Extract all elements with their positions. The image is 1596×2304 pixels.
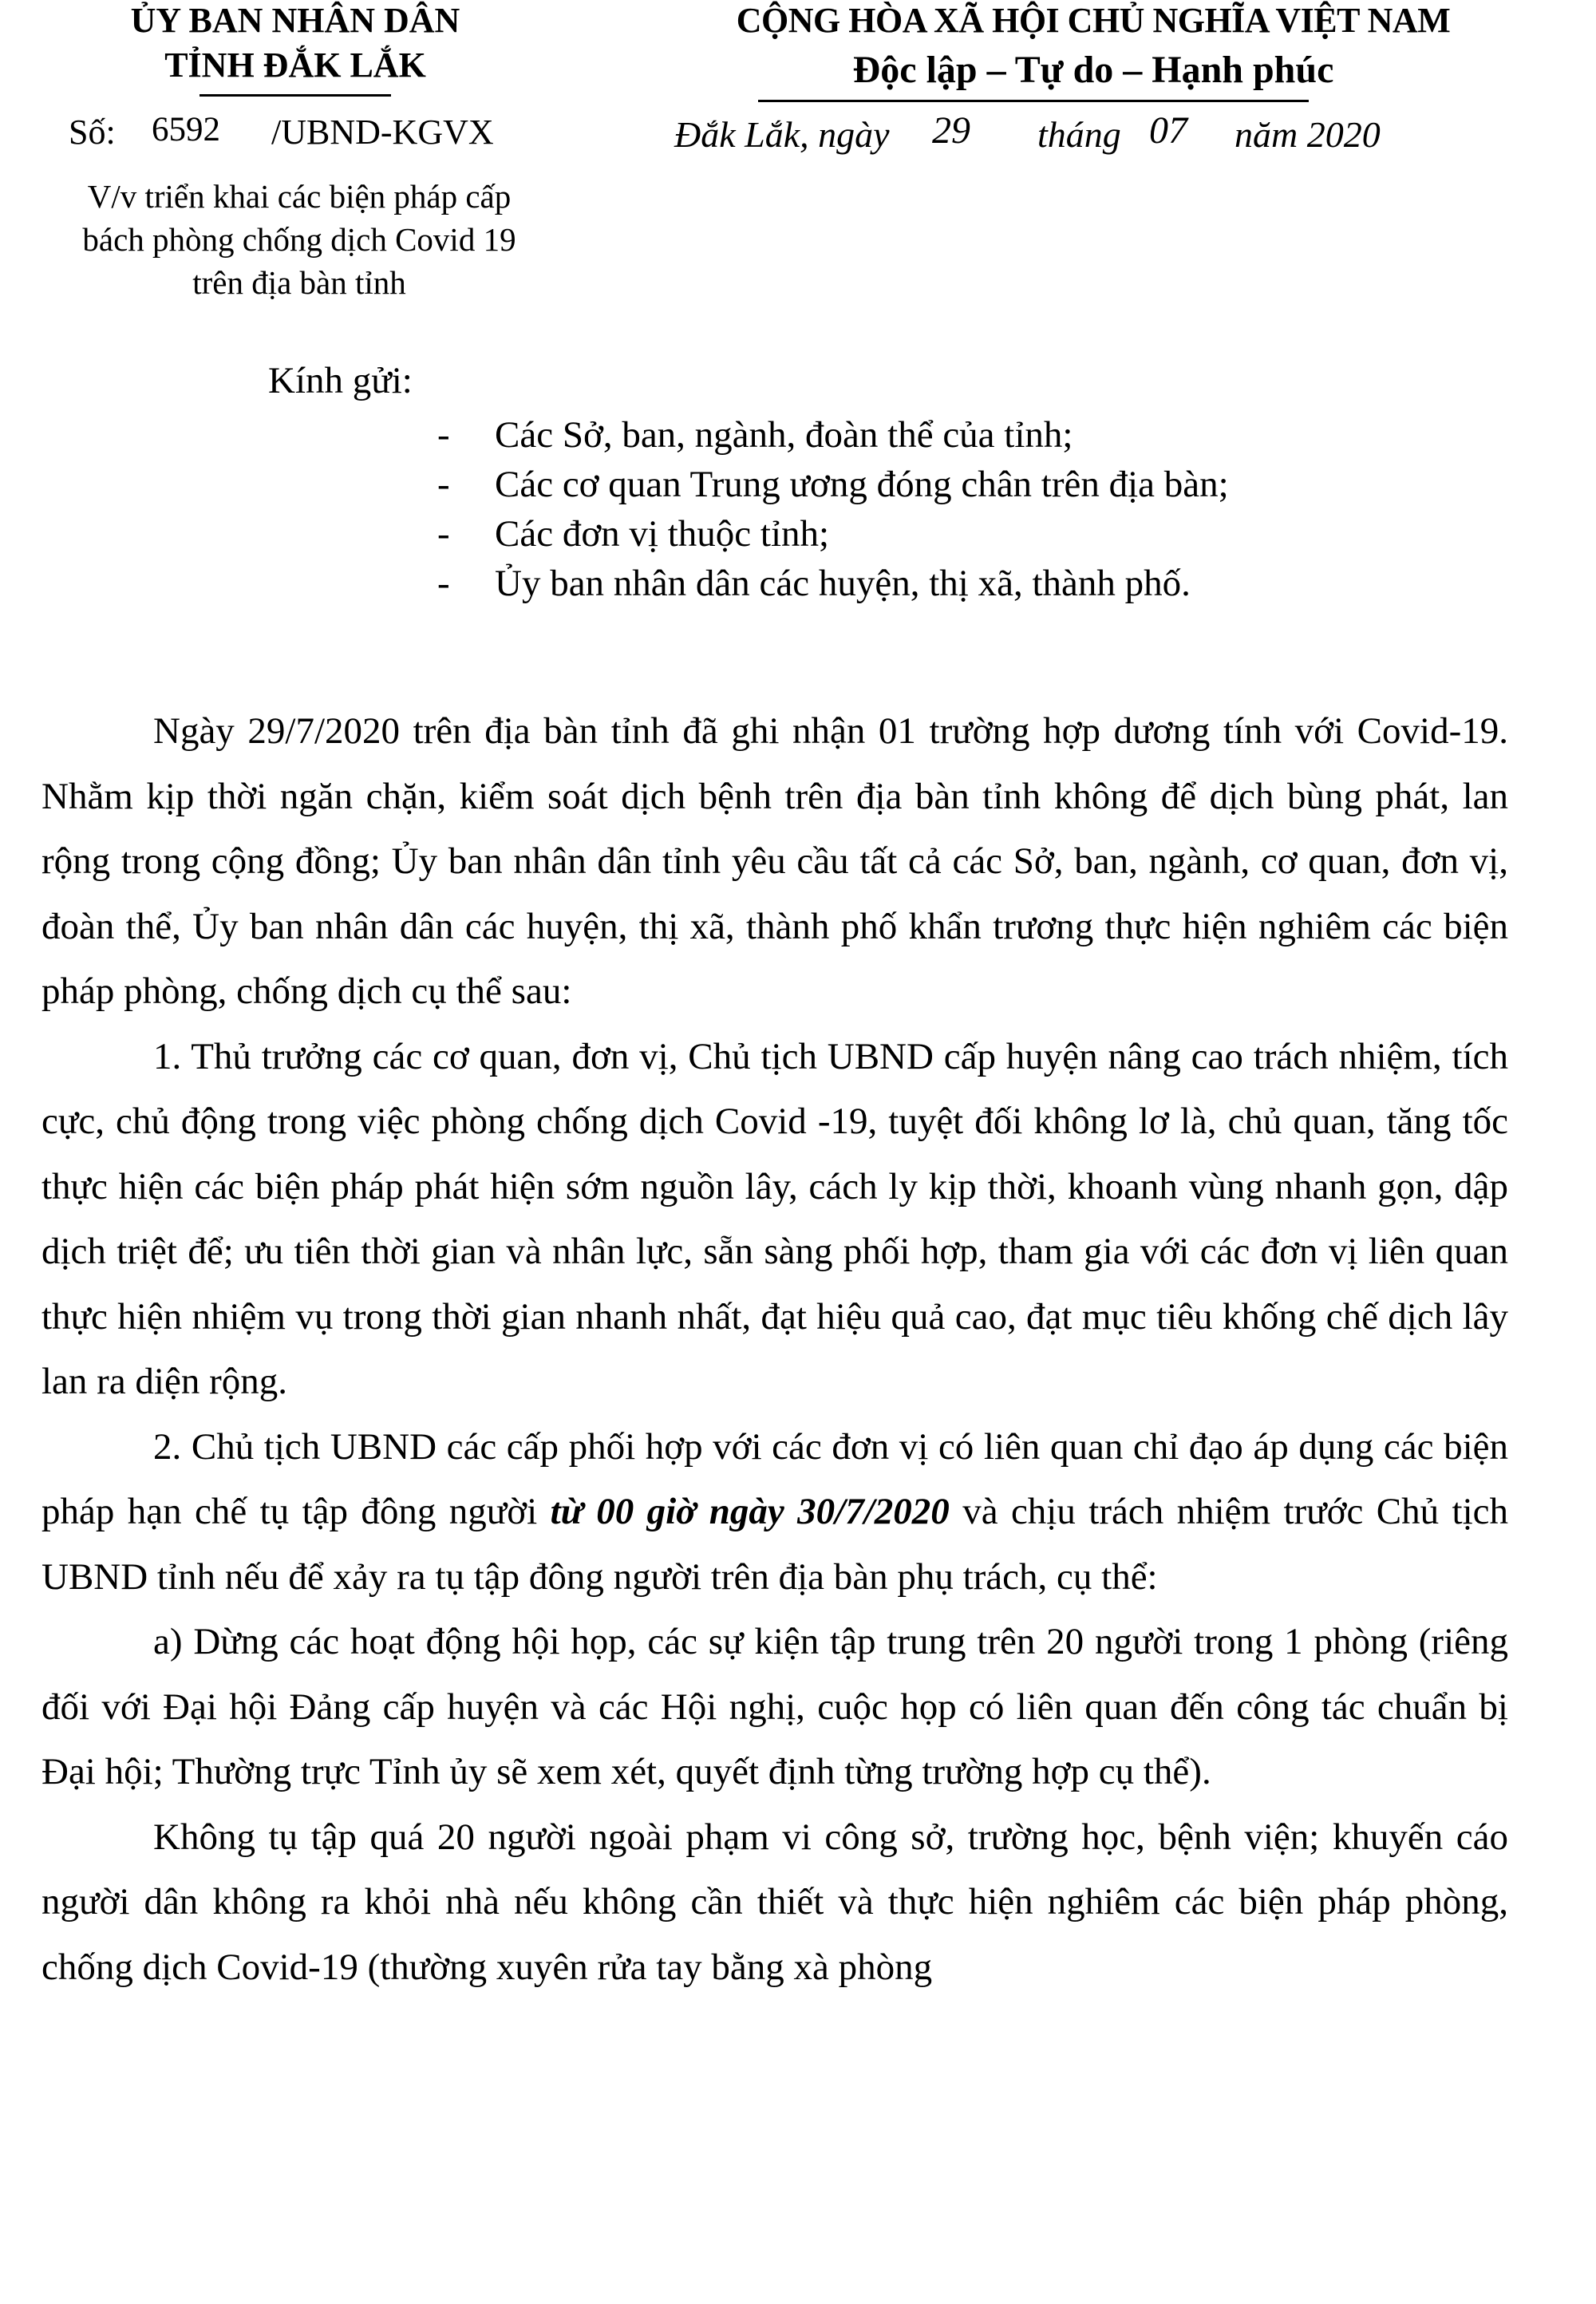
- item-2-date-highlight: từ 00 giờ ngày 30/7/2020: [550, 1491, 950, 1532]
- motto-underline: [758, 100, 1309, 102]
- item-2-text-after: và chịu trách nhiệm trước Chủ tịch UBND tỉnh nếu để xảy ra tụ tập đông người trên địa bàn phụ trách, cụ thể:: [41, 1491, 1508, 1598]
- recipient-item: Các đơn vị thuộc tỉnh;: [495, 513, 830, 555]
- recipient-dash: -: [437, 563, 450, 604]
- recipient-dash: -: [437, 513, 450, 555]
- nation-title: CỘNG HÒA XÃ HỘI CHỦ NGHĨA VIỆT NAM: [736, 1, 1451, 40]
- date-month: 07: [1149, 109, 1187, 152]
- org-name-line1: ỦY BAN NHÂN DÂN: [130, 1, 460, 40]
- intro-paragraph: Ngày 29/7/2020 trên địa bàn tỉnh đã ghi nhận 01 trường hợp dương tính với Covid-19. Nhằm kịp thời ngăn chặn, kiểm soát dịch bệnh trên địa bàn tỉnh không để dịch bùng phát, lan rộng trong cộng đồng; Ủy ban nhân dân tỉnh yêu cầu tất cả các Sở, ban, ngành, cơ quan, đơn vị, đoàn thể, Ủy ban nhân dân các huyện, thị xã, thành phố khẩn trương thực hiện nghiêm các biện pháp phòng, chống dịch cụ thể sau:: [41, 710, 1508, 1012]
- recipient-item: Các cơ quan Trung ương đóng chân trên địa bàn;: [495, 464, 1229, 505]
- org-underline: [200, 94, 391, 97]
- date-month-label: tháng: [1037, 114, 1121, 155]
- recipients-label: Kính gửi:: [268, 360, 413, 401]
- doc-number-value: 6592: [152, 111, 220, 148]
- date-year: năm 2020: [1235, 114, 1381, 155]
- document-body: [41, 699, 1508, 2000]
- date-day: 29: [932, 109, 970, 152]
- item-1-paragraph: 1. Thủ trưởng các cơ quan, đơn vị, Chủ tịch UBND cấp huyện nâng cao trách nhiệm, tích cực, chủ động trong việc phòng chống dịch Covid -19, tuyệt đối không lơ là, chủ quan, tăng tốc thực hiện các biện pháp phát hiện sớm nguồn lây, cách ly kịp thời, khoanh vùng nhanh gọn, dập dịch triệt để; ưu tiên thời gian và nhân lực, sẵn sàng phối hợp, tham gia với các đơn vị liên quan thực hiện nhiệm vụ trong thời gian nhanh nhất, đạt hiệu quả cao, đạt mục tiêu khống chế dịch lây lan ra diện rộng.: [41, 1035, 1508, 1402]
- subject-line1: V/v triển khai các biện pháp cấp: [87, 178, 512, 215]
- doc-number-suffix: /UBND-KGVX: [271, 113, 494, 152]
- recipient-dash: -: [437, 414, 450, 456]
- subject-line3: trên địa bàn tỉnh: [192, 264, 406, 301]
- date-place: Đắk Lắk, ngày: [674, 114, 890, 155]
- item-2a-continued-paragraph: Không tụ tập quá 20 người ngoài phạm vi công sở, trường học, bệnh viện; khuyến cáo người dân không ra khỏi nhà nếu không cần thiết và thực hiện nghiêm các biện pháp phòng, chống dịch Covid-19 (thường xuyên rửa tay bằng xà phòng: [41, 1816, 1508, 1988]
- doc-number-prefix: Số:: [69, 113, 116, 152]
- item-2-paragraph: [41, 1415, 1508, 1610]
- item-2-text-before: 2. Chủ tịch UBND các cấp phối hợp với các đơn vị có liên quan chỉ đạo áp dụng các biện pháp hạn chế tụ tập đông người: [41, 1425, 1508, 1532]
- recipient-dash: -: [437, 464, 450, 505]
- subject-line2: bách phòng chống dịch Covid 19: [82, 221, 516, 258]
- recipient-item: Ủy ban nhân dân các huyện, thị xã, thành phố.: [495, 563, 1191, 604]
- national-motto: Độc lập – Tự do – Hạnh phúc: [852, 49, 1334, 91]
- recipient-item: Các Sở, ban, ngành, đoàn thể của tỉnh;: [495, 414, 1073, 456]
- item-2a-paragraph: a) Dừng các hoạt động hội họp, các sự kiện tập trung trên 20 người trong 1 phòng (riêng đối với Đại hội Đảng cấp huyện và các Hội nghị, cuộc họp có liên quan đến công tác chuẩn bị Đại hội; Thường trực Tỉnh ủy sẽ xem xét, quyết định từng trường hợp cụ thể).: [41, 1621, 1508, 1792]
- org-name-line2: TỈNH ĐẮK LẮK: [164, 45, 426, 85]
